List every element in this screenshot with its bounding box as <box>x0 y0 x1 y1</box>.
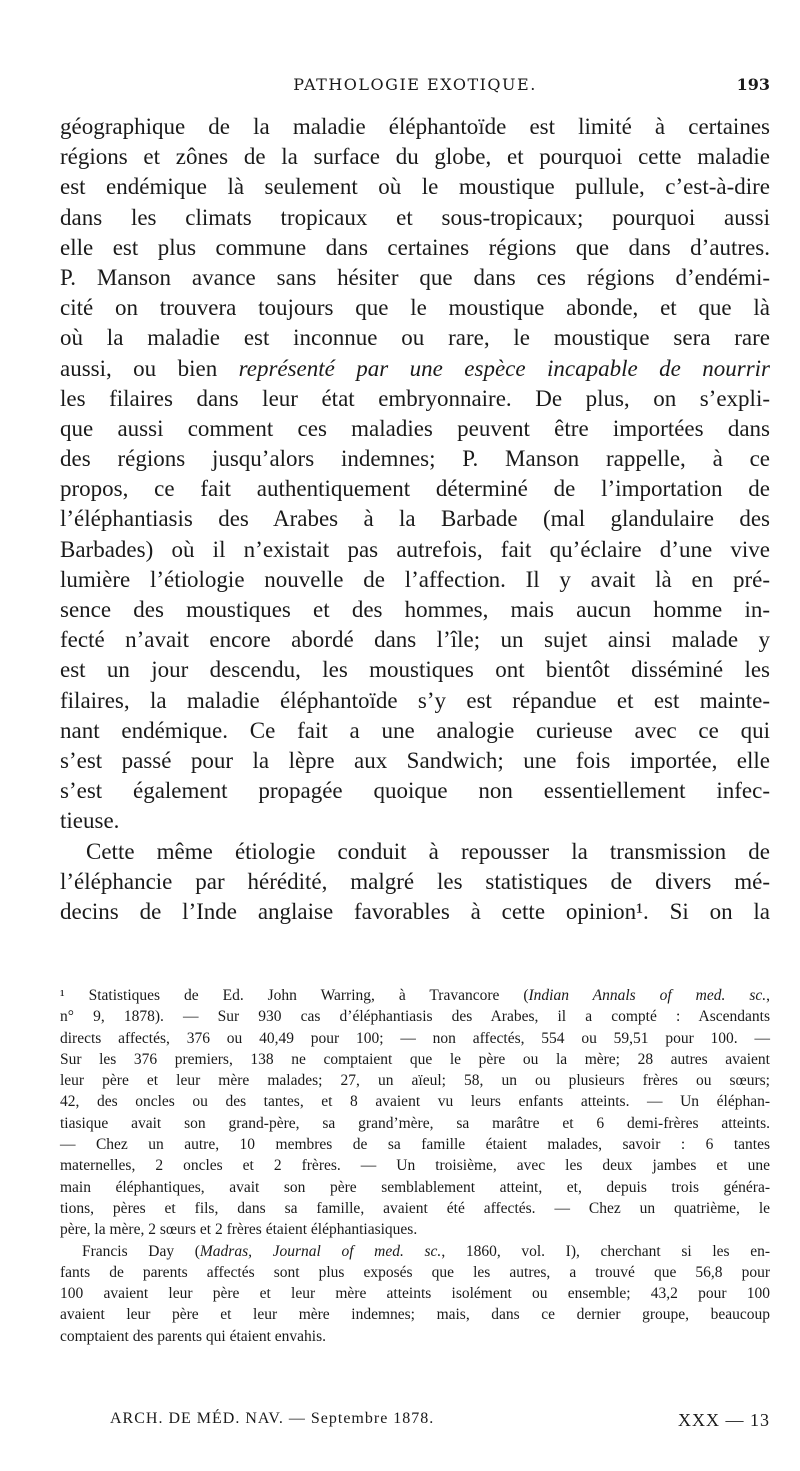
text-line: est un jour descendu, les moustiques ont bientôt disséminé les <box>60 657 770 683</box>
main-text <box>60 112 770 927</box>
text-line: dans les climats tropicaux et sous-tropicaux; pourquoi aussi <box>60 204 770 230</box>
footnote-line: main éléphantiques, avait son père semblablement atteint, et, depuis trois généra- <box>60 1178 770 1196</box>
text-line: les filaires dans leur état embryonnaire. De plus, on s’expli- <box>60 385 770 411</box>
text-line: nant endémique. Ce fait a une analogie curieuse avec ce qui <box>60 717 770 743</box>
text-line: s’est passé pour la lèpre aux Sandwich; une fois importée, elle <box>60 747 770 773</box>
footnote-line: fants de parents affectés sont plus exposés que les autres, a trouvé que 56,8 pour <box>60 1263 770 1281</box>
footnote-line: leur père et leur mère malades; 27, un aïeul; 58, un ou plusieurs frères ou sœurs; <box>60 1072 770 1090</box>
text-line: géographique de la maladie éléphantoïde est limité à certaines <box>60 114 770 139</box>
footnote-line-mixed <box>60 1241 770 1262</box>
text-line-mixed <box>60 354 770 384</box>
text-line: l’éléphancie par hérédité, malgré les statistiques de divers mé- <box>60 868 770 894</box>
journal-signature: ARCH. DE MÉD. NAV. — Septembre 1878. <box>110 1410 435 1427</box>
text-line: fecté n’avait encore abordé dans l’île; un sujet ainsi malade y <box>60 627 770 653</box>
signature-mark: XXX — 13 <box>678 1410 770 1430</box>
footnote-line: comptaient des parents qui étaient envahis. <box>60 1327 326 1345</box>
text-line: Cette même étiologie conduit à repousser la transmission de <box>86 838 770 864</box>
text-line: sence des moustiques et des hommes, mais aucun homme in- <box>60 597 770 622</box>
footnote-line: Sur les 376 premiers, 138 ne comptaient que le père ou la mère; 28 autres avaient <box>60 1050 770 1068</box>
text-line: des régions jusqu’alors indemnes; P. Manson rappelle, à ce <box>60 446 770 472</box>
footnotes <box>60 985 770 1347</box>
footnote-line: 42, des oncles ou des tantes, et 8 avaient vu leurs enfants atteints. — Un éléphan- <box>60 1093 770 1111</box>
text-line: où la maladie est inconnue ou rare, le moustique sera rare <box>60 325 770 351</box>
footnote-line: avaient leur père et leur mère indemnes; mais, dans ce dernier groupe, beaucoup <box>60 1306 770 1324</box>
footnote-line: — Chez un autre, 10 membres de sa famille étaient malades, savoir : 6 tantes <box>60 1136 770 1154</box>
footnote-line: tiasique avait son grand-père, sa grand’mère, sa marâtre et 6 demi-frères atteints. <box>60 1114 770 1132</box>
footnote-line: 100 avaient leur père et leur mère atteints isolément ou ensemble; 43,2 pour 100 <box>60 1285 770 1303</box>
text-segment: aussi, ou bien <box>60 355 218 381</box>
text-line: elle est plus commune dans certaines régions que dans d’autres. <box>60 234 770 260</box>
footnote-line: père, la mère, 2 sœurs et 2 frères étaient éléphantiasiques. <box>60 1221 418 1239</box>
text-line: s’est également propagée quoique non essentiellement infec- <box>60 778 770 804</box>
text-line: cité on trouvera toujours que le moustique abonde, et que là <box>60 295 770 321</box>
text-line: P. Manson avance sans hésiter que dans ces régions d’endémi- <box>60 264 770 290</box>
text-line: decins de l’Inde anglaise favorables à cette opinion¹. Si on la <box>60 898 770 924</box>
footnote-line: n° 9, 1878). — Sur 930 cas d’éléphantiasis des Arabes, il a compté : Ascendants <box>60 1008 770 1026</box>
text-line: est endémique là seulement où le moustique pullule, c’est-à-dire <box>60 174 770 200</box>
text-segment: Francis Day ( <box>82 1242 200 1260</box>
text-segment: , <box>766 987 770 1004</box>
footnote-line: maternelles, 2 oncles et 2 frères. — Un troisième, avec les deux jambes et une <box>60 1157 770 1175</box>
text-line: Barbades) où il n’existait pas autrefois, fait qu’éclaire d’une vive <box>60 536 770 562</box>
footnote-line: directs affectés, 376 ou 40,49 pour 100; — non affectés, 554 ou 59,51 pour 100. — <box>60 1029 770 1047</box>
text-line: tieuse. <box>60 808 120 834</box>
italic-segment: représenté par une espèce incapable de nourrir <box>238 355 770 381</box>
footnote-line-mixed <box>60 985 770 1006</box>
text-segment: ¹ Statistiques de Ed. John Warring, à Travancore ( <box>60 987 529 1004</box>
page-header <box>60 75 770 99</box>
text-line: régions et zônes de la surface du globe, et pourquoi cette maladie <box>60 144 770 170</box>
text-segment: , 1860, vol. I), cherchant si les en- <box>441 1242 770 1260</box>
italic-segment: Indian Annals of med. sc. <box>528 987 767 1004</box>
text-line: lumière l’étiologie nouvelle de l’affection. Il y avait là en pré- <box>60 566 770 592</box>
running-head: PATHOLOGIE EXOTIQUE. <box>293 75 537 94</box>
footnote-line: tions, pères et fils, dans sa famille, avaient été affectés. — Chez un quatrième, le <box>60 1199 770 1217</box>
text-line: filaires, la maladie éléphantoïde s’y est répandue et est mainte- <box>60 687 770 713</box>
text-line: l’éléphantiasis des Arabes à la Barbade (mal glandulaire des <box>60 506 770 532</box>
page-footer <box>110 1410 780 1434</box>
text-line: propos, ce fait authentiquement déterminé de l’importation de <box>60 476 770 502</box>
text-line: que aussi comment ces maladies peuvent être importées dans <box>60 415 770 441</box>
page-number: 193 <box>736 75 770 94</box>
italic-segment: Madras, Journal of med. sc. <box>199 1242 442 1260</box>
